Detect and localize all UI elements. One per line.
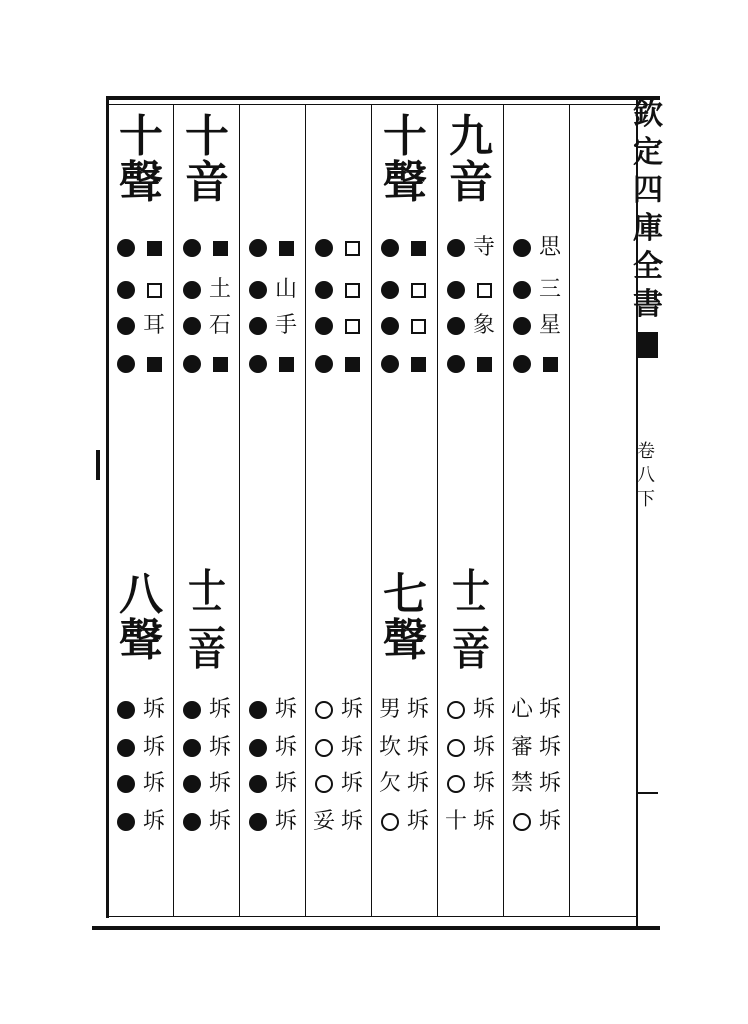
filled-square	[147, 241, 162, 256]
filled-dot	[183, 775, 201, 793]
column-heading-bottom	[179, 565, 235, 674]
filled-dot	[447, 239, 465, 257]
character-cell: 坼	[340, 809, 363, 834]
filled-dot	[381, 355, 399, 373]
column-heading-top	[443, 111, 499, 208]
filled-dot	[381, 281, 399, 299]
character-cell: 坼	[142, 697, 165, 722]
heading-char: 九	[449, 111, 493, 162]
character-cell: 坼	[274, 697, 297, 722]
filled-dot	[315, 239, 333, 257]
column-heading-bottom	[443, 565, 499, 674]
heading-char: 聲	[383, 615, 427, 666]
filled-square	[477, 357, 492, 372]
filled-dot	[117, 701, 135, 719]
character-cell: 坎	[378, 735, 401, 760]
filled-square	[147, 357, 162, 372]
filled-dot	[513, 355, 531, 373]
open-circle	[315, 739, 333, 757]
column-heading-top	[179, 111, 235, 208]
filled-dot	[249, 317, 267, 335]
heading-char: 聲	[383, 157, 427, 208]
filled-dot	[447, 355, 465, 373]
character-cell: 思	[538, 235, 561, 260]
character-cell: 坼	[538, 771, 561, 796]
filled-dot	[183, 317, 201, 335]
filled-dot	[183, 281, 201, 299]
filled-dot	[117, 317, 135, 335]
heading-char: 十	[185, 111, 229, 162]
character-cell: 坼	[472, 697, 495, 722]
volume-char: 卷	[637, 441, 655, 462]
character-cell: 坼	[208, 771, 231, 796]
character-cell: 象	[472, 313, 495, 338]
filled-dot	[249, 775, 267, 793]
filled-dot	[249, 739, 267, 757]
column-heading-bottom	[377, 569, 433, 666]
character-cell: 星	[538, 313, 561, 338]
heading-char: 音	[451, 629, 490, 674]
character-cell: 十	[444, 809, 467, 834]
character-cell: 坼	[208, 809, 231, 834]
title-char: 庫	[633, 211, 663, 246]
filled-dot	[249, 355, 267, 373]
open-square	[411, 283, 426, 298]
open-square	[345, 241, 360, 256]
title-char: 書	[633, 287, 663, 322]
volume-char: 下	[637, 489, 655, 510]
character-cell: 寺	[472, 235, 495, 260]
open-circle	[513, 813, 531, 831]
filled-dot	[381, 317, 399, 335]
open-square	[345, 319, 360, 334]
column-heading-bottom	[113, 569, 169, 666]
character-cell: 坼	[538, 809, 561, 834]
character-cell: 耳	[142, 313, 165, 338]
title-char: 四	[633, 173, 663, 208]
heading-char: 十	[187, 565, 226, 610]
book-title	[630, 96, 666, 324]
character-cell: 坼	[274, 735, 297, 760]
open-square	[411, 319, 426, 334]
heading-char: 十	[451, 565, 490, 610]
top-border	[108, 96, 660, 100]
character-cell: 坼	[274, 809, 297, 834]
open-circle	[447, 701, 465, 719]
filled-dot	[183, 239, 201, 257]
filled-dot	[513, 281, 531, 299]
character-cell: 坼	[538, 697, 561, 722]
character-cell: 手	[274, 313, 297, 338]
open-circle	[315, 701, 333, 719]
volume-char: 八	[637, 465, 655, 486]
heading-char: 二	[187, 597, 226, 642]
column-divider	[569, 104, 570, 916]
column-divider	[173, 104, 174, 916]
left-border	[106, 96, 109, 918]
filled-dot	[183, 813, 201, 831]
filled-dot	[249, 239, 267, 257]
character-cell: 坼	[472, 771, 495, 796]
character-cell: 坼	[472, 735, 495, 760]
filled-dot	[183, 739, 201, 757]
top-inner-border	[108, 104, 660, 105]
character-cell: 山	[274, 277, 297, 302]
filled-dot	[513, 317, 531, 335]
filled-square	[345, 357, 360, 372]
heading-char: 音	[449, 157, 493, 208]
character-cell: 審	[510, 735, 533, 760]
character-cell: 坼	[274, 771, 297, 796]
open-square	[345, 283, 360, 298]
filled-dot	[183, 355, 201, 373]
column-divider	[305, 104, 306, 916]
character-cell: 欠	[378, 771, 401, 796]
character-cell: 坼	[142, 771, 165, 796]
filled-dot	[447, 281, 465, 299]
filled-dot	[117, 239, 135, 257]
filled-square	[411, 357, 426, 372]
character-cell: 妥	[312, 809, 335, 834]
character-cell: 男	[378, 697, 401, 722]
character-cell: 土	[208, 277, 231, 302]
filled-square	[543, 357, 558, 372]
heading-char: 音	[185, 157, 229, 208]
open-circle	[381, 813, 399, 831]
character-cell: 坼	[538, 735, 561, 760]
filled-dot	[315, 317, 333, 335]
filled-dot	[249, 281, 267, 299]
character-cell: 坼	[142, 809, 165, 834]
filled-square	[279, 241, 294, 256]
filled-square	[213, 357, 228, 372]
bottom-border	[92, 926, 660, 930]
left-tab-mark	[96, 450, 100, 480]
column-divider	[503, 104, 504, 916]
filled-dot	[117, 775, 135, 793]
heading-char: 七	[383, 569, 427, 620]
character-cell: 坼	[340, 735, 363, 760]
character-cell: 三	[538, 277, 561, 302]
filled-dot	[117, 813, 135, 831]
open-square	[147, 283, 162, 298]
character-cell: 坼	[406, 809, 429, 834]
heading-char: 十	[383, 111, 427, 162]
character-cell: 坼	[142, 735, 165, 760]
character-cell: 坼	[406, 735, 429, 760]
character-cell: 坼	[406, 697, 429, 722]
margin-lower-mark	[638, 792, 658, 794]
heading-char: 聲	[119, 157, 163, 208]
margin-fishtail	[636, 332, 658, 358]
filled-dot	[183, 701, 201, 719]
filled-dot	[117, 355, 135, 373]
character-cell: 心	[510, 697, 533, 722]
filled-dot	[117, 281, 135, 299]
heading-char: 音	[187, 629, 226, 674]
open-circle	[447, 739, 465, 757]
volume-label	[633, 440, 659, 512]
filled-square	[411, 241, 426, 256]
column-heading-top	[113, 111, 169, 208]
column-divider	[437, 104, 438, 916]
filled-square	[279, 357, 294, 372]
filled-dot	[315, 281, 333, 299]
character-cell: 坼	[208, 697, 231, 722]
filled-square	[213, 241, 228, 256]
filled-dot	[117, 739, 135, 757]
title-char: 全	[633, 249, 663, 284]
heading-char: 八	[119, 569, 163, 620]
character-cell: 坼	[340, 697, 363, 722]
filled-dot	[381, 239, 399, 257]
character-cell: 坼	[472, 809, 495, 834]
heading-char: 十	[119, 111, 163, 162]
character-cell: 禁	[510, 771, 533, 796]
title-char: 欽	[633, 97, 663, 132]
open-square	[477, 283, 492, 298]
column-heading-top	[377, 111, 433, 208]
character-cell: 坼	[208, 735, 231, 760]
column-divider	[371, 104, 372, 916]
heading-char: 聲	[119, 615, 163, 666]
filled-dot	[513, 239, 531, 257]
title-char: 定	[633, 135, 663, 170]
filled-dot	[249, 701, 267, 719]
character-cell: 坼	[406, 771, 429, 796]
heading-char: 二	[451, 597, 490, 642]
open-circle	[447, 775, 465, 793]
filled-dot	[249, 813, 267, 831]
character-cell: 坼	[340, 771, 363, 796]
bottom-inner-border	[108, 916, 638, 917]
character-cell: 石	[208, 313, 231, 338]
column-divider	[239, 104, 240, 916]
filled-dot	[447, 317, 465, 335]
open-circle	[315, 775, 333, 793]
filled-dot	[315, 355, 333, 373]
